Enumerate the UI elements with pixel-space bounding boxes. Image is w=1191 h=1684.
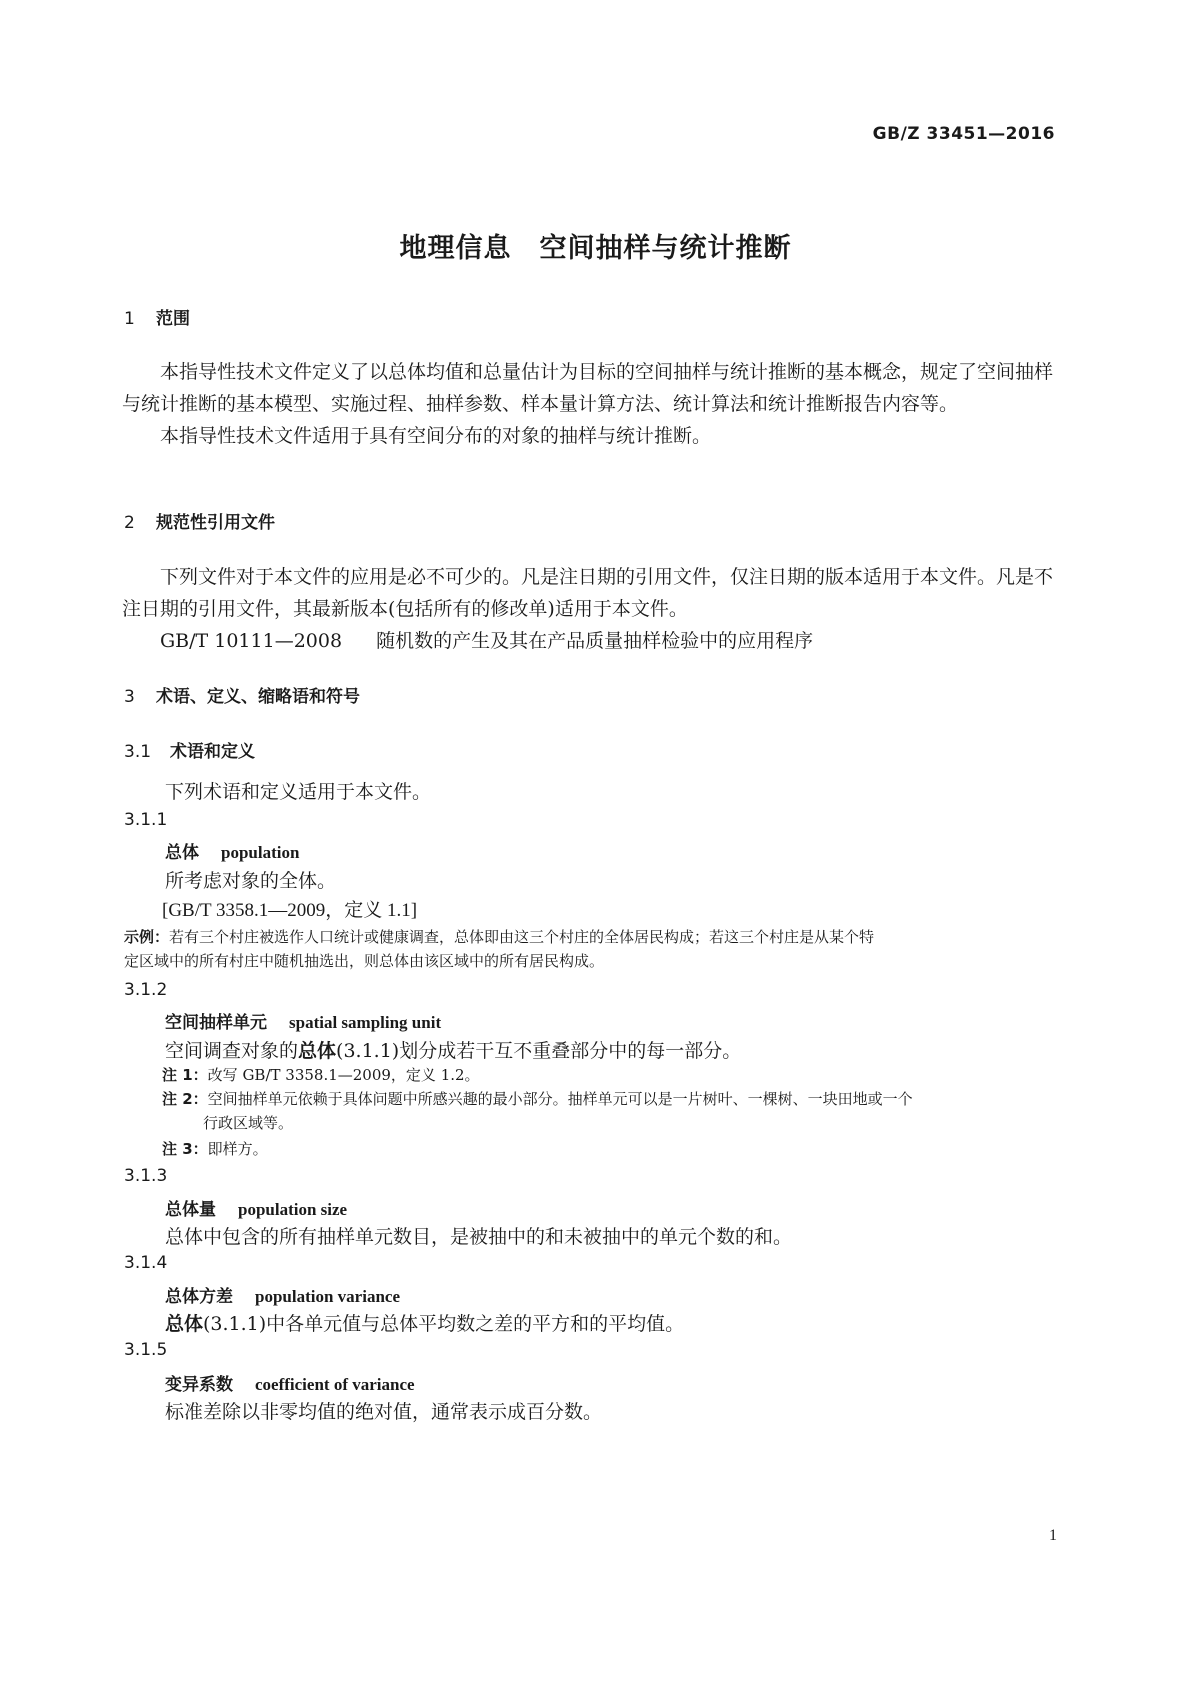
term-en: population size	[238, 1200, 348, 1219]
page-number: 1	[1049, 1527, 1057, 1544]
subsection-3-1-heading	[124, 737, 255, 762]
note-2	[162, 1088, 913, 1109]
term-zh: 总体量	[165, 1200, 216, 1220]
term-definition: 标准差除以非零均值的绝对值，通常表示成百分数。	[165, 1401, 603, 1423]
term-definition: 所考虑对象的全体。	[165, 870, 337, 892]
section-3-heading	[124, 682, 360, 707]
section-1-heading	[124, 304, 190, 329]
note-label: 注 3：	[162, 1140, 208, 1158]
term-heading	[165, 838, 299, 863]
section-1-body	[122, 356, 1057, 452]
term-number: 3.1.3	[124, 1166, 168, 1186]
section-title: 术语、定义、缩略语和符号	[156, 687, 360, 707]
normative-reference	[122, 625, 1057, 657]
paragraph: 下列文件对于本文件的应用是必不可少的。凡是注日期的引用文件，仅注日期的版本适用于本文件。凡是不注日期的引用文件，其最新版本(包括所有的修改单)适用于本文件。	[122, 566, 1054, 620]
note-text: 空间抽样单元依赖于具体问题中所感兴趣的最小部分。抽样单元可以是一片树叶、一棵树、一块田地或一个	[207, 1090, 913, 1108]
example-label: 示例：	[124, 928, 170, 946]
term-heading	[165, 1195, 347, 1220]
section-number: 3	[124, 687, 135, 707]
term-en: spatial sampling unit	[289, 1013, 442, 1032]
paragraph: 本指导性技术文件定义了以总体均值和总量估计为目标的空间抽样与统计推断的基本概念，规定了空间抽样与统计推断的基本模型、实施过程、抽样参数、样本量计算方法、统计算法和统计推断报告内容等。	[122, 361, 1054, 415]
term-number: 3.1.5	[124, 1340, 168, 1360]
reference-code: GB/T 10111—2008	[160, 630, 343, 652]
section-title: 范围	[156, 309, 190, 329]
note-2-continuation: 行政区域等。	[203, 1114, 294, 1132]
note-text: 改写 GB/T 3358.1—2009，定义 1.2。	[207, 1066, 480, 1084]
term-definition: 总体中包含的所有抽样单元数目，是被抽中的和未被抽中的单元个数的和。	[165, 1226, 793, 1248]
note-1	[162, 1064, 480, 1085]
section-number: 1	[124, 309, 135, 329]
term-en: population	[221, 843, 300, 862]
term-zh: 空间抽样单元	[165, 1013, 267, 1033]
document-number: GB/Z 33451—2016	[872, 124, 1055, 144]
note-3	[162, 1138, 268, 1159]
example-text: 若有三个村庄被选作人口统计或健康调查，总体即由这三个村庄的全体居民构成；若这三个村庄是从某个特	[169, 928, 875, 946]
term-heading	[165, 1370, 415, 1395]
cross-reference-term: 总体	[165, 1313, 204, 1335]
paragraph: 本指导性技术文件适用于具有空间分布的对象的抽样与统计推断。	[160, 425, 712, 447]
terms-intro: 下列术语和定义适用于本文件。	[165, 781, 432, 803]
reference-title: 随机数的产生及其在产品质量抽样检验中的应用程序	[376, 630, 814, 652]
document-title: 地理信息 空间抽样与统计推断	[399, 233, 792, 264]
term-number: 3.1.1	[124, 810, 168, 830]
term-zh: 总体方差	[165, 1287, 233, 1307]
term-heading	[165, 1008, 441, 1033]
example-line	[124, 926, 874, 947]
subsection-number: 3.1	[124, 742, 152, 762]
section-title: 规范性引用文件	[156, 513, 275, 533]
note-text: 即样方。	[207, 1140, 268, 1158]
definition-text: (3.1.1)中各单元值与总体平均数之差的平方和的平均值。	[203, 1313, 685, 1335]
example-line: 定区域中的所有村庄中随机抽选出，则总体由该区域中的所有居民构成。	[124, 952, 605, 970]
definition-text: 空间调查对象的	[165, 1040, 299, 1062]
definition-text: (3.1.1)划分成若干互不重叠部分中的每一部分。	[336, 1040, 742, 1062]
term-definition	[165, 1309, 684, 1336]
note-label: 注 2：	[162, 1090, 208, 1108]
section-number: 2	[124, 513, 135, 533]
section-2-heading	[124, 508, 275, 533]
cross-reference-term: 总体	[298, 1040, 337, 1062]
term-definition	[165, 1036, 741, 1063]
term-number: 3.1.4	[124, 1253, 168, 1273]
note-label: 注 1：	[162, 1066, 208, 1084]
term-zh: 总体	[165, 843, 199, 863]
term-zh: 变异系数	[165, 1375, 233, 1395]
section-2-body	[122, 561, 1057, 657]
subsection-title: 术语和定义	[170, 742, 255, 762]
term-en: coefficient of variance	[255, 1375, 415, 1394]
term-source: [GB/T 3358.1—2009，定义 1.1]	[162, 900, 418, 921]
term-en: population variance	[255, 1287, 400, 1306]
term-heading	[165, 1282, 400, 1307]
term-number: 3.1.2	[124, 980, 168, 1000]
